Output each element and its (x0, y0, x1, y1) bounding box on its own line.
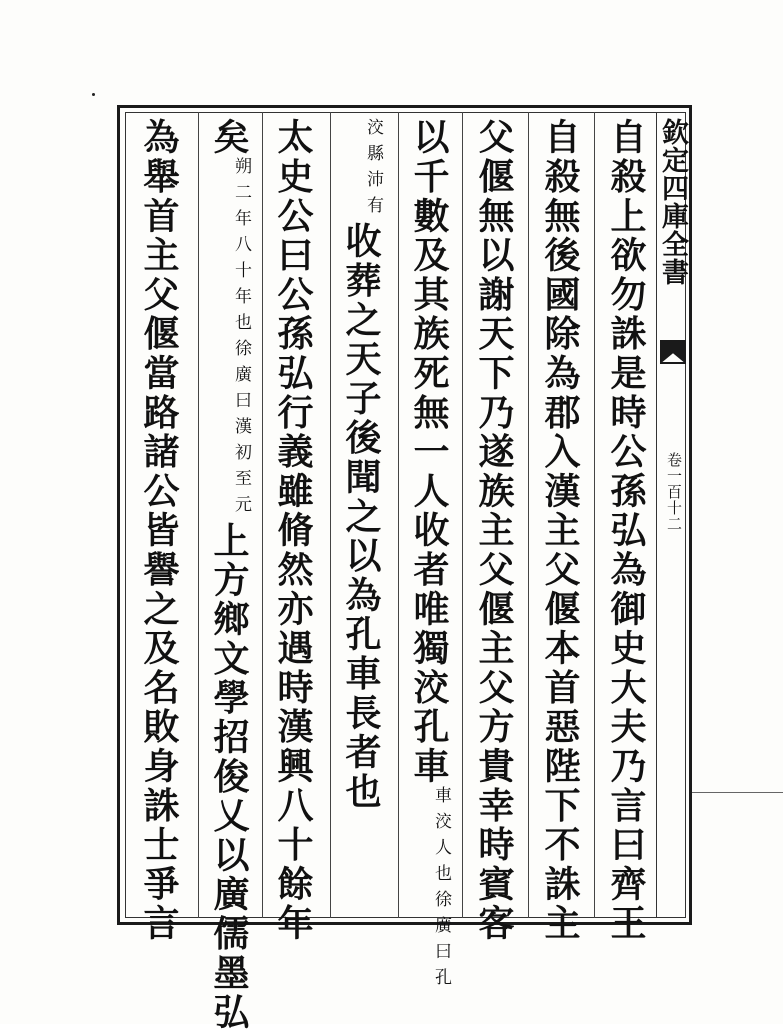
note-line-right: 徐廣曰孔 (431, 890, 451, 995)
commentary-note (430, 786, 452, 994)
column-rule (198, 112, 199, 918)
column-rule (462, 112, 463, 918)
column-text: 太史公曰公孫弘行義雖脩然亦遇時漢興八十餘年 (272, 118, 314, 944)
column-text: 收葬之天子後聞之以為孔車長者也 (340, 222, 382, 812)
commentary-note (362, 118, 384, 222)
ink-speck (92, 93, 95, 96)
column-rule (330, 112, 331, 918)
column-text: 上方鄉文學招俊乂以廣儒墨弘 (208, 521, 250, 1032)
column-text: 父偃無以謝天下乃遂族主父偃主父方貴幸時賓客 (473, 118, 515, 944)
note-line-left: 朔二年八十年也 (231, 157, 251, 340)
juan-number: 卷一百十二 (665, 452, 683, 532)
note-line-right: 沛有 (363, 170, 383, 222)
column-rule (528, 112, 529, 918)
column-text: 自殺上欲勿誅是時公孫弘為御史大夫乃言曰齊王 (605, 118, 647, 944)
fishtail-rule (660, 362, 686, 364)
margin-tick (692, 792, 783, 793)
text-column-4 (406, 118, 452, 994)
text-column-5 (338, 118, 384, 812)
commentary-note (230, 157, 252, 521)
text-column-7 (206, 118, 252, 1032)
note-line-left: 車洨人也 (431, 786, 451, 891)
text-column-3 (471, 118, 517, 943)
note-line-left: 洨縣 (363, 118, 383, 170)
column-text-lead: 矣 (208, 118, 250, 158)
text-column-6 (270, 118, 316, 943)
column-text: 以千數及其族死無一人收者唯獨洨孔車 (408, 118, 450, 787)
book-title: 欽定四庫全書 (657, 118, 688, 286)
text-column-8 (136, 118, 182, 943)
column-rule (398, 112, 399, 918)
text-column-1 (603, 118, 649, 943)
column-rule (594, 112, 595, 918)
column-text: 自殺無後國除為郡入漢主父偃本首惡陛下不誅主 (539, 118, 581, 944)
column-rule (262, 112, 263, 918)
text-column-2 (537, 118, 583, 943)
note-line-right: 徐廣曰漢初至元 (231, 339, 251, 522)
column-text: 為舉首主父偃當路諸公皆譽之及名敗身誅士爭言 (138, 118, 180, 944)
